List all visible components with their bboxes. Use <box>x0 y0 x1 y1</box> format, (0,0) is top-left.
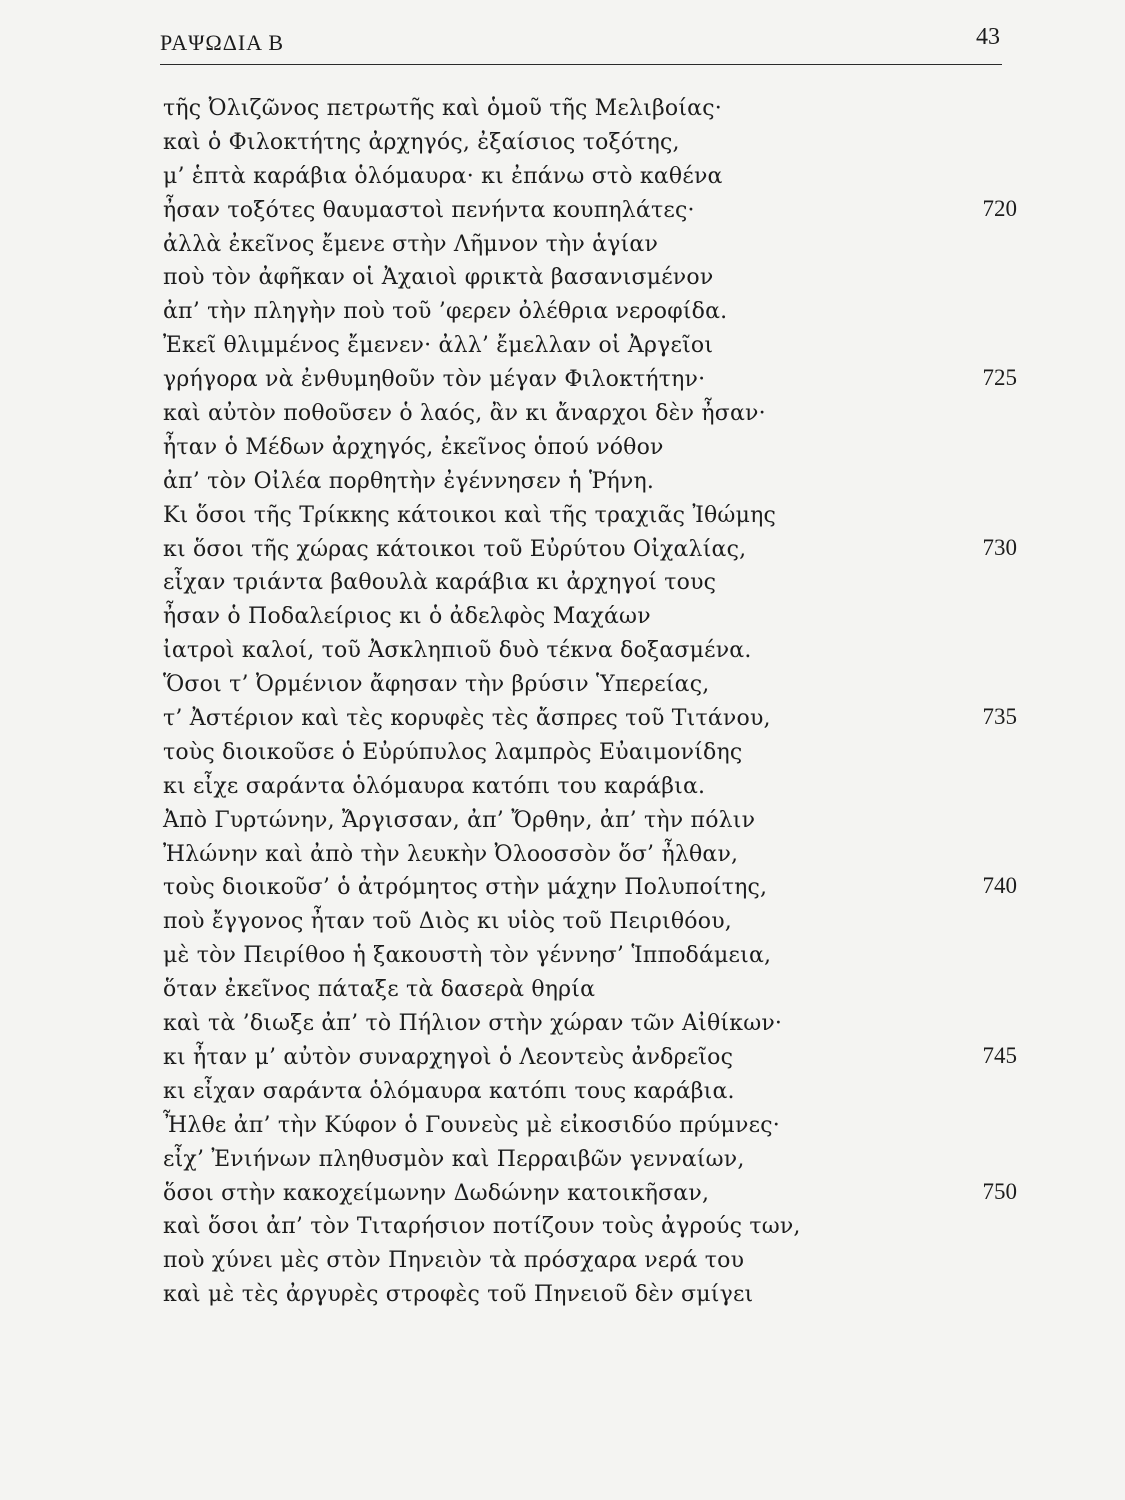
verse-line <box>163 1210 1023 1244</box>
verse-line <box>163 465 1023 499</box>
verse-text: ὅταν ἐκεῖνος πάταξε τὰ δασερὰ θηρία <box>163 977 596 1003</box>
verse-line <box>163 1177 1023 1211</box>
line-number: 740 <box>982 873 1017 899</box>
verse-text: Ἀπὸ Γυρτώνην, Ἄργισσαν, ἀπ’ Ὄρθην, ἀπ’ τὴν πόλιν <box>163 807 756 833</box>
verse-text: μὲ τὸν Πειρίθοο ἡ ξακουστὴ τὸν γέννησ’ Ἱπποδάμεια, <box>163 943 772 969</box>
line-number: 725 <box>982 365 1017 391</box>
verse-line <box>163 533 1023 567</box>
verse-text: Ἦλθε ἀπ’ τὴν Κύφον ὁ Γουνεὺς μὲ εἰκοσιδύο πρύμνες· <box>163 1112 780 1138</box>
verse-text: καὶ ὁ Φιλοκτήτης ἀρχηγός, ἐξαίσιος τοξότης, <box>163 129 680 155</box>
verse-line <box>163 1244 1023 1278</box>
verse-line <box>163 295 1023 329</box>
verse-text: ποὺ ἔγγονος ἦταν τοῦ Διὸς κι υἱὸς τοῦ Πειριθόου, <box>163 909 732 935</box>
verse-block <box>163 92 1023 1312</box>
line-number: 745 <box>982 1042 1017 1068</box>
verse-line <box>163 363 1023 397</box>
verse-line <box>163 1075 1023 1109</box>
verse-text: τοὺς διοικοῦσ’ ὁ ἀτρόμητος στὴν μάχην Πολυποίτης, <box>163 875 768 901</box>
verse-line <box>163 736 1023 770</box>
verse-text: τοὺς διοικοῦσε ὁ Εὐρύπυλος λαμπρὸς Εὐαιμονίδης <box>163 739 743 765</box>
verse-line <box>163 702 1023 736</box>
verse-text: τῆς Ὀλιζῶνος πετρωτῆς καὶ ὁμοῦ τῆς Μελιβοίας· <box>163 96 722 121</box>
verse-line <box>163 634 1023 668</box>
verse-line <box>163 905 1023 939</box>
verse-line <box>163 126 1023 160</box>
verse-line <box>163 92 1023 126</box>
verse-line <box>163 871 1023 905</box>
verse-line <box>163 939 1023 973</box>
verse-text: καὶ μὲ τὲς ἀργυρὲς στροφὲς τοῦ Πηνειοῦ δὲν σμίγει <box>163 1282 754 1308</box>
verse-line <box>163 566 1023 600</box>
line-number: 730 <box>982 534 1017 560</box>
verse-text: κι εἶχε σαράντα ὁλόμαυρα κατόπι του καράβια. <box>163 773 706 799</box>
verse-text: ἦταν ὁ Μέδων ἀρχηγός, ἐκεῖνος ὁπού νόθον <box>163 434 664 460</box>
verse-line <box>163 431 1023 465</box>
verse-text: εἶχ’ Ἐνιήνων πληθυσμὸν καὶ Περραιβῶν γενναίων, <box>163 1146 745 1172</box>
verse-text: ποὺ χύνει μὲς στὸν Πηνειὸν τὰ πρόσχαρα νερά του <box>163 1248 745 1274</box>
header-rule <box>160 64 1002 65</box>
verse-line <box>163 397 1023 431</box>
line-number: 720 <box>982 195 1017 221</box>
verse-text: κι ἦταν μ’ αὐτὸν συναρχηγοὶ ὁ Λεοντεὺς ἀνδρεῖος <box>163 1044 734 1070</box>
verse-text: ἀπ’ τὴν πληγὴν ποὺ τοῦ ’φερεν ὀλέθρια νεροφίδα. <box>163 299 728 325</box>
verse-text: κι ὅσοι τῆς χώρας κάτοικοι τοῦ Εὐρύτου Οἰχαλίας, <box>163 536 747 562</box>
verse-text: καὶ τὰ ’διωξε ἀπ’ τὸ Πήλιον στὴν χώραν τῶν Αἰθίκων· <box>163 1011 783 1037</box>
running-title: ΡΑΨΩΔΙΑ Β <box>160 30 285 55</box>
verse-text: μ’ ἑπτὰ καράβια ὁλόμαυρα· κι ἐπάνω στὸ καθένα <box>163 163 723 189</box>
verse-line <box>163 668 1023 702</box>
verse-line <box>163 194 1023 228</box>
page-number: 43 <box>976 24 1000 50</box>
verse-text: γρήγορα νὰ ἐνθυμηθοῦν τὸν μέγαν Φιλοκτήτην· <box>163 367 706 393</box>
verse-line <box>163 261 1023 295</box>
verse-line <box>163 770 1023 804</box>
verse-line <box>163 838 1023 872</box>
verse-text: κι εἶχαν σαράντα ὁλόμαυρα κατόπι τους καράβια. <box>163 1078 735 1104</box>
verse-line <box>163 1007 1023 1041</box>
verse-line <box>163 499 1023 533</box>
verse-text: ὅσοι στὴν κακοχείμωνην Δωδώνην κατοικῆσαν, <box>163 1180 710 1206</box>
verse-text: Κι ὅσοι τῆς Τρίκκης κάτοικοι καὶ τῆς τραχιᾶς Ἰθώμης <box>163 502 776 528</box>
verse-text: καὶ ὅσοι ἀπ’ τὸν Τιταρήσιον ποτίζουν τοὺς ἀγρούς των, <box>163 1214 801 1240</box>
verse-text: καὶ αὐτὸν ποθοῦσεν ὁ λαός, ἂν κι ἄναρχοι δὲν ἦσαν· <box>163 401 766 427</box>
verse-text: ἦσαν τοξότες θαυμαστοὶ πενήντα κουπηλάτες· <box>163 197 695 223</box>
verse-line <box>163 329 1023 363</box>
line-number: 750 <box>982 1178 1017 1204</box>
page-header <box>160 22 1020 68</box>
verse-text: ἀλλὰ ἐκεῖνος ἔμενε στὴν Λῆμνον τὴν ἁγίαν <box>163 231 659 257</box>
verse-line <box>163 1143 1023 1177</box>
verse-line <box>163 973 1023 1007</box>
verse-text: ἰατροὶ καλοί, τοῦ Ἀσκληπιοῦ δυὸ τέκνα δοξασμένα. <box>163 638 752 664</box>
verse-text: τ’ Ἀστέριον καὶ τὲς κορυφὲς τὲς ἄσπρες τοῦ Τιτάνου, <box>163 706 771 732</box>
verse-line <box>163 1109 1023 1143</box>
verse-text: Ὅσοι τ’ Ὀρμένιον ἄφησαν τὴν βρύσιν Ὑπερείας, <box>163 672 710 698</box>
verse-text: ἀπ’ τὸν Οἰλέα πορθητὴν ἐγέννησεν ἡ Ῥήνη. <box>163 468 655 494</box>
verse-line <box>163 1041 1023 1075</box>
verse-line <box>163 160 1023 194</box>
verse-line <box>163 600 1023 634</box>
verse-text: ἦσαν ὁ Ποδαλείριος κι ὁ ἀδελφὸς Μαχάων <box>163 604 651 630</box>
verse-line <box>163 804 1023 838</box>
verse-text: Ἐκεῖ θλιμμένος ἔμενεν· ἀλλ’ ἔμελλαν οἱ Ἀργεῖοι <box>163 333 714 359</box>
line-number: 735 <box>982 704 1017 730</box>
verse-line <box>163 1278 1023 1312</box>
verse-text: ποὺ τὸν ἀφῆκαν οἱ Ἀχαιοὶ φρικτὰ βασανισμένον <box>163 265 714 291</box>
verse-text: εἶχαν τριάντα βαθουλὰ καράβια κι ἀρχηγοί τους <box>163 570 717 596</box>
verse-line <box>163 228 1023 262</box>
verse-text: Ἠλώνην καὶ ἀπὸ τὴν λευκὴν Ὀλοοσσὸν ὅσ’ ἦλθαν, <box>163 841 739 867</box>
